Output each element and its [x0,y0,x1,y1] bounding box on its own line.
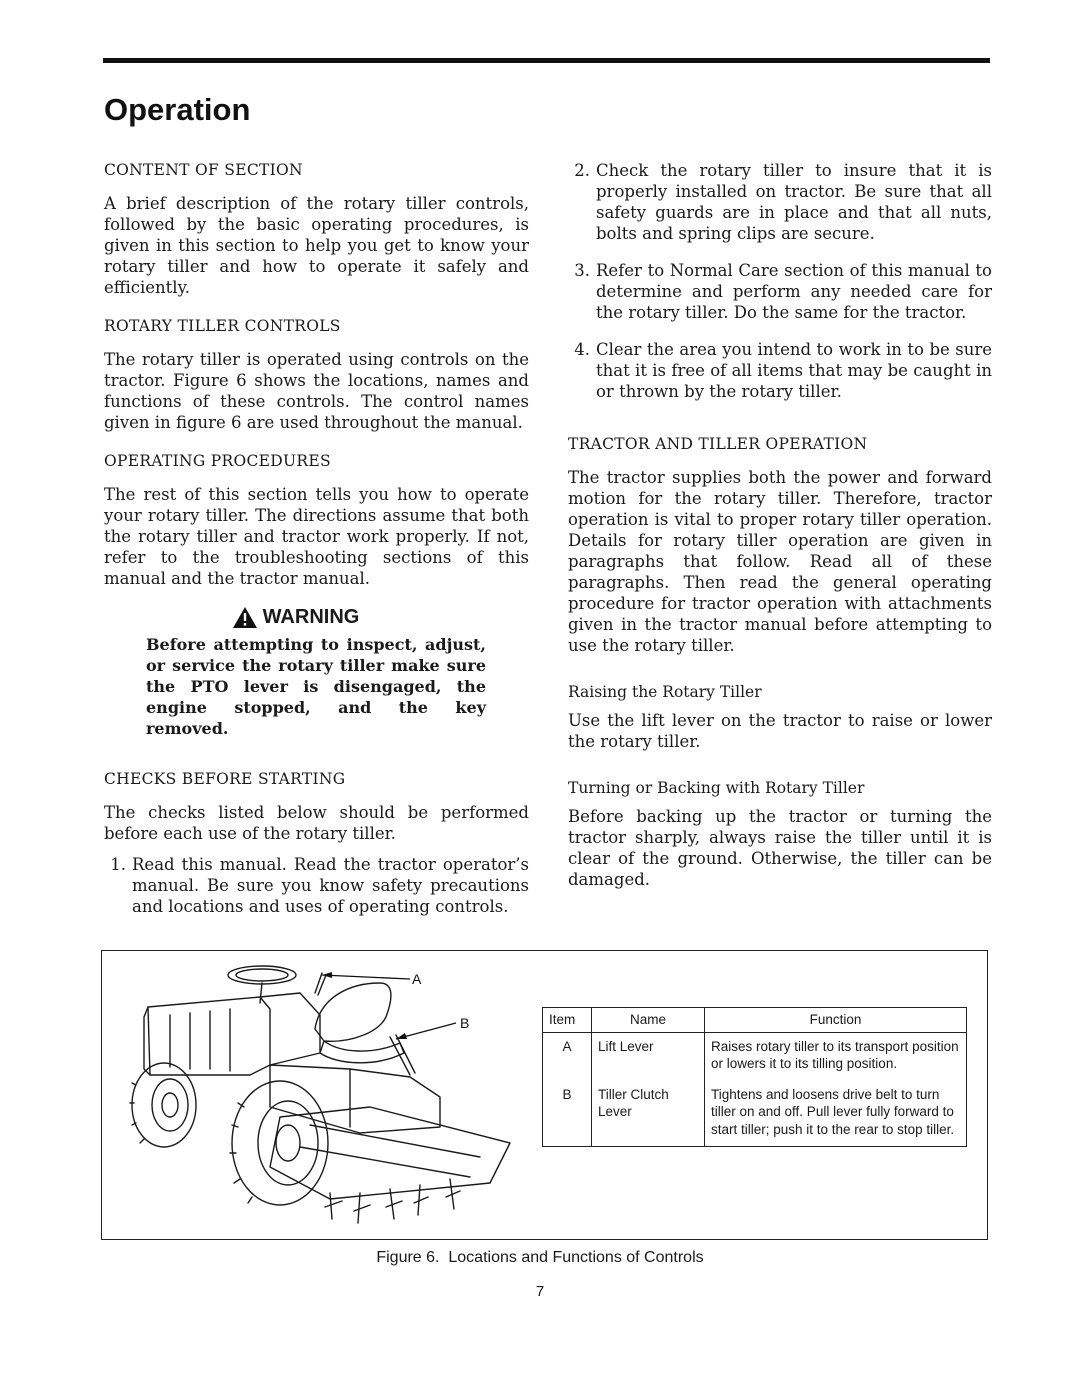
page-title: Operation [104,92,251,127]
cell-name: Tiller Clutch Lever [592,1081,705,1147]
step-text: Clear the area you intend to work in to be sure that it is free of all items that may be caught in or thrown by the rotary tiller. [596,340,992,401]
warning-box [146,607,486,739]
callout-label-a: A [412,971,422,987]
controls-paragraph: The rotary tiller is operated using controls on the tractor. Figure 6 shows the locations, names and functions of these controls. The control names given in figure 6 are used throughout the manual. [104,350,529,432]
step-text: Read this manual. Read the tractor operator’s manual. Be sure you know safety precautions and locations and uses of operating controls. [132,855,529,916]
table-row [543,1032,967,1081]
section-heading-content: CONTENT OF SECTION [104,161,303,179]
step-text: Refer to Normal Care section of this manual to determine and perform any needed care for the rotary tiller. Do the same for the tractor. [596,261,992,322]
section-heading-operation: TRACTOR AND TILLER OPERATION [568,435,868,453]
list-item [568,260,992,323]
warning-text: Before attempting to inspect, adjust, or service the rotary tiller make sure the PTO lever is disengaged, the engine stopped, and the key removed. [146,635,486,738]
tractor-illustration [110,957,530,1233]
step-number: 1. [110,855,126,874]
checks-paragraph: The checks listed below should be performed before each use of the rotary tiller. [104,803,529,843]
table-header-row [543,1008,967,1033]
right-column [568,160,992,908]
cell-name: Lift Lever [592,1032,705,1081]
table-row [543,1081,967,1147]
list-item [568,339,992,402]
column-header-item: Item [543,1008,592,1033]
step-number: 2. [574,161,590,180]
subheading-raising: Raising the Rotary Tiller [568,683,762,701]
header-rule [103,58,990,63]
subheading-turning: Turning or Backing with Rotary Tiller [568,779,865,797]
turning-paragraph: Before backing up the tractor or turning the tractor sharply, always raise the tiller until it is clear of the ground. Otherwise, the tiller can be damaged. [568,807,992,889]
procedures-paragraph: The rest of this section tells you how to operate your rotary tiller. The directions assume that both the rotary tiller and tractor work properly. If not, refer to the troubleshooting sections of this manual and the tractor manual. [104,485,529,588]
operation-paragraph: The tractor supplies both the power and forward motion for the rotary tiller. Therefore, tractor operation is vital to proper rotary tiller operation. Details for rotary tiller operation are given in paragraphs that follow. Read all of these paragraphs. Then read the general operating procedure for tractor operation with attachments given in the tractor manual before attempting to use the rotary tiller. [568,468,992,655]
list-item [568,160,992,244]
checks-list [104,854,529,917]
column-header-name: Name [592,1008,705,1033]
page-number: 7 [535,1283,545,1300]
content-paragraph: A brief description of the rotary tiller controls, followed by the basic operating procedures, is given in this section to help you get to know your rotary tiller and how to operate it safely and efficiently. [104,194,529,297]
section-heading-controls: ROTARY TILLER CONTROLS [104,317,341,335]
cell-item: A [543,1032,592,1081]
warning-title: WARNING [262,606,360,628]
figure-box [101,950,988,1240]
step-number: 4. [574,340,590,359]
raising-paragraph: Use the lift lever on the tractor to raise or lower the rotary tiller. [568,711,992,751]
step-number: 3. [574,261,590,280]
warning-header [106,607,486,628]
controls-table [542,1007,967,1147]
column-header-function: Function [705,1008,967,1033]
cell-function: Tightens and loosens drive belt to turn tiller on and off. Pull lever fully forward to start tiller; push it to the rear to stop tiller. [705,1081,967,1147]
callout-label-b: B [460,1015,470,1031]
step-text: Check the rotary tiller to insure that it is properly installed on tractor. Be sure that all safety guards are in place and that all nuts, bolts and spring clips are secure. [596,161,992,243]
warning-triangle-icon [233,607,257,628]
section-heading-procedures: OPERATING PROCEDURES [104,452,331,470]
cell-function: Raises rotary tiller to its transport position or lowers it to its tilling position. [705,1032,967,1081]
figure-caption: Figure 6. Locations and Functions of Controls [376,1249,704,1266]
section-heading-checks: CHECKS BEFORE STARTING [104,770,346,788]
cell-item: B [543,1081,592,1147]
list-item [104,854,529,917]
left-column [104,160,529,935]
checks-list-continued [568,160,992,402]
